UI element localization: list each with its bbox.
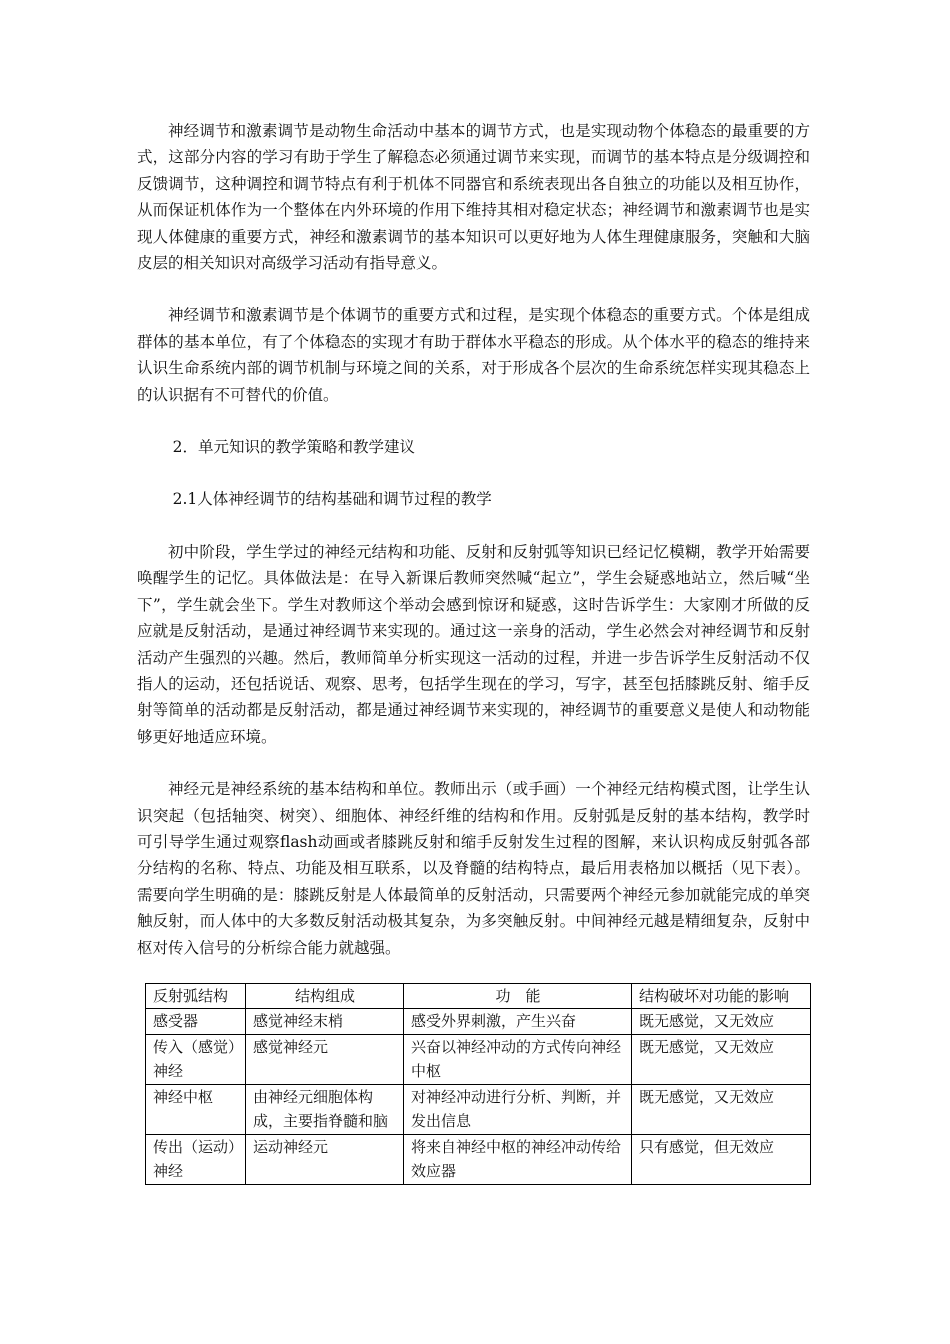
paragraph-neuron-reflex-arc: 神经元是神经系统的基本结构和单位。教师出示（或手画）一个神经元结构模式图，让学生认识突起（包括轴突、树突）、细胞体、神经纤维的结构和作用。反射弧是反射的基本结构，教学时可引导学生通过观察flash动画或者膝跳反射和缩手反射发生过程的图解，来认识构成反射弧各部分结构的名称、特点、功能及相互联系，以及脊髓的结构特点，最后用表格加以概括（见下表）。需要向学生明确的是：膝跳反射是人体最简单的反射活动，只需要两个神经元参加就能完成的单突触反射，而人体中的大多数反射活动极其复杂，为多突触反射。中间神经元越是精细复杂，反射中枢对传入信号的分析综合能力就越强。 [137, 780, 810, 957]
table-row [146, 1034, 811, 1084]
table-row [146, 1134, 811, 1184]
table-header-row [146, 983, 811, 1009]
table-cell: 感觉神经元 [246, 1034, 404, 1084]
table-cell: 传出（运动）神经 [146, 1134, 246, 1184]
table-cell: 只有感觉，但无效应 [632, 1134, 811, 1184]
table-cell: 将来自神经中枢的神经冲动传给效应器 [404, 1134, 632, 1184]
table-header-cell: 功 能 [404, 983, 632, 1009]
table-cell: 对神经冲动进行分析、判断，并发出信息 [404, 1084, 632, 1134]
table-cell: 由神经元细胞体构成，主要指脊髓和脑 [246, 1084, 404, 1134]
subsection-heading: 2.1人体神经调节的结构基础和调节过程的教学 [172, 490, 492, 509]
table-cell: 感受外界刺激，产生兴奋 [404, 1009, 632, 1035]
document-page [137, 118, 810, 1185]
table-cell: 兴奋以神经冲动的方式传向神经中枢 [404, 1034, 632, 1084]
table-header-cell: 结构组成 [246, 983, 404, 1009]
table-row [146, 1009, 811, 1035]
table-cell: 运动神经元 [246, 1134, 404, 1184]
table-row [146, 1084, 811, 1134]
table-header-cell: 结构破坏对功能的影响 [632, 983, 811, 1009]
paragraph-individual-homeostasis: 神经调节和激素调节是个体调节的重要方式和过程，是实现个体稳态的重要方式。个体是组成群体的基本单位，有了个体稳态的实现才有助于群体水平稳态的形成。从个体水平的稳态的维持来认识生命系统内部的调节机制与环境之间的关系，对于形成各个层次的生命系统怎样实现其稳态上的认识据有不可替代的价值。 [137, 306, 810, 404]
reflex-arc-table [145, 983, 811, 1185]
table-cell: 感觉神经末梢 [246, 1009, 404, 1035]
paragraph-teaching-intro: 初中阶段，学生学过的神经元结构和功能、反射和反射弧等知识已经记忆模糊，教学开始需要唤醒学生的记忆。具体做法是：在导入新课后教师突然喊“起立”，学生会疑惑地站立，然后喊“坐下”，学生就会坐下。学生对教师这个举动会感到惊讶和疑惑，这时告诉学生：大家刚才所做的反应就是反射活动，是通过神经调节来实现的。通过这一亲身的活动，学生必然会对神经调节和反射活动产生强烈的兴趣。然后，教师简单分析实现这一活动的过程，并进一步告诉学生反射活动不仅指人的运动，还包括说话、观察、思考，包括学生现在的学习，写字，甚至包括膝跳反射、缩手反射等简单的活动都是反射活动，都是通过神经调节来实现的，神经调节的重要意义是使人和动物能够更好地适应环境。 [137, 542, 810, 746]
table-cell: 既无感觉，又无效应 [632, 1084, 811, 1134]
table-cell: 传入（感觉）神经 [146, 1034, 246, 1084]
table-cell: 神经中枢 [146, 1084, 246, 1134]
table-cell: 既无感觉，又无效应 [632, 1009, 811, 1035]
paragraph-regulation-importance: 神经调节和激素调节是动物生命活动中基本的调节方式，也是实现动物个体稳态的最重要的方式，这部分内容的学习有助于学生了解稳态必须通过调节来实现，而调节的基本特点是分级调控和反馈调节，这种调控和调节特点有利于机体不同器官和系统表现出各自独立的功能以及相互协作，从而保证机体作为一个整体在内外环境的作用下维持其相对稳定状态；神经调节和激素调节也是实现人体健康的重要方式，神经和激素调节的基本知识可以更好地为人体生理健康服务，突触和大脑皮层的相关知识对高级学习活动有指导意义。 [137, 122, 810, 273]
table-cell: 感受器 [146, 1009, 246, 1035]
section-heading: 2．单元知识的教学策略和教学建议 [172, 438, 416, 457]
table-cell: 既无感觉，又无效应 [632, 1034, 811, 1084]
table-header-cell: 反射弧结构 [146, 983, 246, 1009]
